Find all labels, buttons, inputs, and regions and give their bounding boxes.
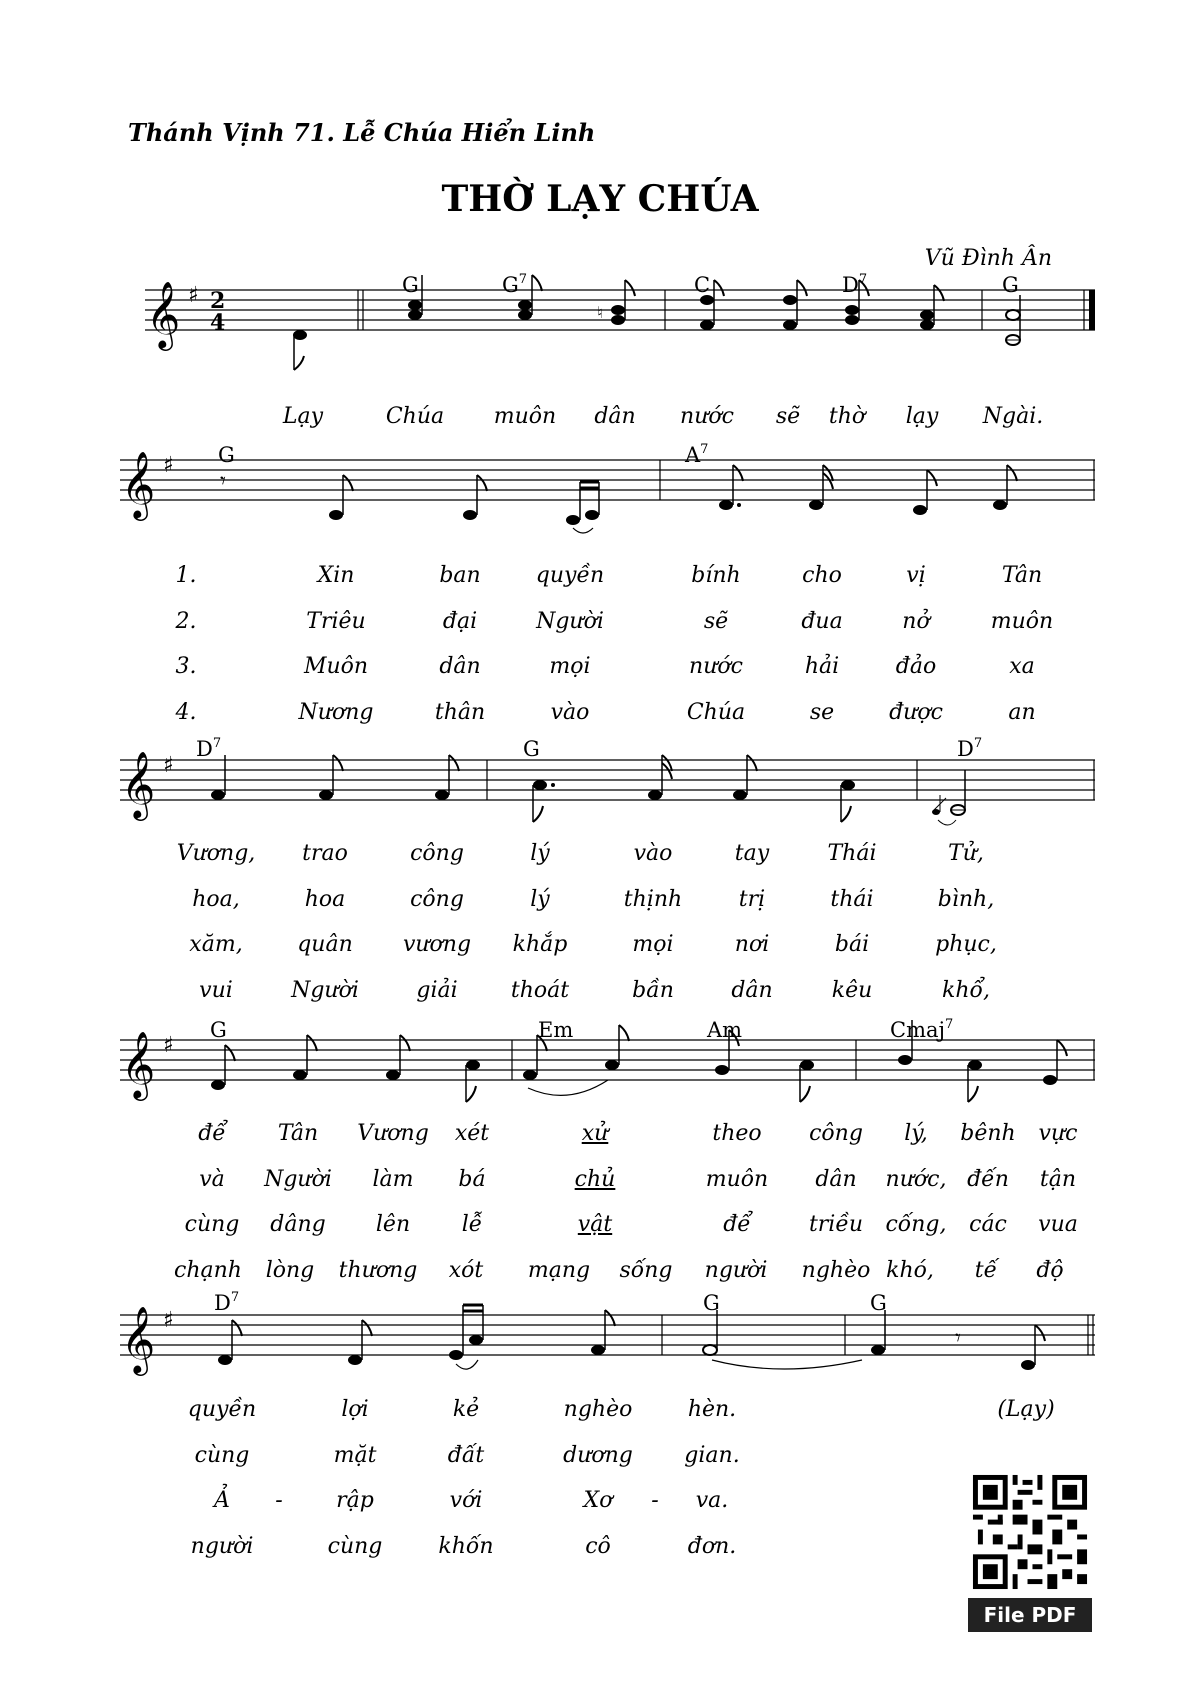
- lyric-syllable: vực: [1038, 1121, 1078, 1146]
- lyric-syllable: cống,: [885, 1212, 947, 1237]
- lyric-syllable: khốn: [438, 1534, 494, 1559]
- lyric-syllable: Vương: [357, 1121, 429, 1146]
- note: [463, 475, 487, 520]
- chord-symbol: $D^7$: [196, 736, 222, 761]
- lyric-syllable: gian.: [684, 1443, 740, 1468]
- note: [913, 470, 937, 515]
- eighth-rest-icon: 𝄾: [220, 469, 226, 494]
- note: [293, 1035, 317, 1080]
- chord-symbol: G: [870, 1291, 887, 1315]
- chord-symbol: G: [523, 737, 540, 761]
- lyric-syllable: khắp: [512, 932, 568, 957]
- lyric-syllable: thái: [830, 887, 874, 912]
- lyric-syllable: độ: [1036, 1258, 1064, 1283]
- treble-clef-icon: 𝄞: [121, 1030, 156, 1098]
- staff-system-1: [0, 270, 1200, 370]
- chord-note: [597, 280, 635, 325]
- lyric-syllable: muôn: [493, 404, 557, 429]
- lyric-syllable: theo: [712, 1121, 762, 1146]
- note: [733, 755, 757, 800]
- lyric-syllable: để: [723, 1212, 751, 1237]
- note: [1043, 1040, 1067, 1085]
- chord-symbol: G: [402, 273, 419, 297]
- note: [800, 1060, 814, 1102]
- lyric-syllable: người: [704, 1258, 768, 1283]
- lyric-syllable: quân: [297, 932, 353, 957]
- note: [319, 755, 343, 800]
- lyric-syllable: rập: [336, 1488, 374, 1513]
- lyric-syllable: bình,: [937, 887, 995, 912]
- note: [218, 1320, 242, 1365]
- lyric-syllable: xa: [1009, 654, 1035, 679]
- lyric-syllable: sẽ: [703, 609, 729, 634]
- qr-file-pdf-label[interactable]: File PDF: [968, 1598, 1092, 1632]
- lyric-syllable: đơn.: [687, 1534, 737, 1559]
- lyric-syllable: hoa: [304, 887, 346, 912]
- lyric-syllable: vua: [1038, 1212, 1078, 1237]
- lyric-syllable: thân: [434, 700, 486, 725]
- sharp-icon: ♯: [163, 1033, 174, 1058]
- lyric-syllable: lạy: [905, 404, 939, 429]
- lyric-syllable: vào: [550, 700, 590, 725]
- staff-system-5: [0, 1290, 1200, 1395]
- note: [293, 330, 307, 370]
- lyric-syllable: dân: [439, 654, 481, 679]
- note: [211, 1045, 235, 1090]
- sharp-icon: ♯: [163, 753, 174, 778]
- lyric-syllable: cùng: [327, 1534, 383, 1559]
- lyric-syllable: Người: [536, 609, 604, 634]
- lyric-syllable: vương: [402, 932, 472, 957]
- lyric-syllable: đua: [801, 609, 843, 634]
- lyric-syllable: làm: [372, 1167, 414, 1192]
- lyric-syllable: cùng: [184, 1212, 240, 1237]
- sharp-icon: ♯: [163, 1308, 174, 1333]
- time-signature-bottom: 4: [210, 310, 226, 336]
- lyric-syllable: lên: [375, 1212, 411, 1237]
- lyric-syllable: nghèo: [801, 1258, 871, 1283]
- lyric-syllable: giải: [416, 978, 458, 1003]
- lyric-syllable: dâng: [270, 1212, 326, 1237]
- lyric-syllable: hoa,: [192, 887, 240, 912]
- lyric-syllable: vào: [633, 841, 673, 866]
- chord-symbol: Em: [538, 1018, 574, 1042]
- lyric-syllable: 2.: [175, 609, 197, 634]
- chord-symbol: $D^7$: [957, 736, 983, 761]
- lyric-syllable: xót: [448, 1258, 484, 1283]
- note: [938, 770, 965, 825]
- lyric-syllable: mạng: [527, 1258, 591, 1283]
- lyric-syllable: và: [199, 1167, 225, 1192]
- lyric-syllable: ban: [439, 563, 481, 588]
- lyric-syllable: để: [198, 1121, 226, 1146]
- lyric-syllable: vui: [199, 978, 233, 1003]
- lyric-syllable: phục,: [935, 932, 997, 957]
- lyric-syllable: dân: [731, 978, 773, 1003]
- note: [348, 1320, 372, 1365]
- lyric-syllable: kêu: [831, 978, 873, 1003]
- chord-symbol: $A^7$: [685, 442, 709, 467]
- lyric-syllable: bính: [691, 563, 741, 588]
- lyric-syllable: chạnh: [174, 1258, 242, 1283]
- lyric-syllable: với: [449, 1488, 483, 1513]
- lyric-syllable: lý: [530, 841, 550, 866]
- treble-clef-icon: 𝄞: [121, 450, 156, 518]
- lyric-syllable: đến: [967, 1167, 1009, 1192]
- chord-symbol: G: [218, 443, 235, 467]
- note: [871, 1310, 885, 1355]
- chord-symbol: $D^7$: [214, 1290, 240, 1315]
- time-signature-top: 2: [210, 288, 226, 314]
- lyric-syllable: thịnh: [623, 887, 683, 912]
- lyric-syllable: lợi: [341, 1397, 369, 1422]
- lyric-syllable: đất: [447, 1443, 485, 1468]
- note: [523, 1035, 608, 1095]
- note: [533, 780, 555, 822]
- lyric-syllable: hèn.: [687, 1397, 737, 1422]
- note: [648, 755, 672, 800]
- lyric-syllable: dương: [563, 1443, 633, 1468]
- lyric-syllable: -: [651, 1488, 659, 1513]
- lyric-syllable: Chúa: [385, 404, 445, 429]
- lyric-syllable: bênh: [960, 1121, 1016, 1146]
- lyric-syllable: Xơ: [583, 1488, 613, 1513]
- lyric-syllable: va.: [695, 1488, 729, 1513]
- lyric-syllable: Vương,: [176, 841, 256, 866]
- svg-text:♮: ♮: [597, 303, 603, 322]
- note: [993, 465, 1017, 510]
- lyric-syllable: chủ: [574, 1167, 616, 1192]
- lyric-syllable: Thái: [827, 841, 877, 866]
- eighth-rest-icon: 𝄾: [955, 1326, 961, 1351]
- lyric-syllable: (Lạy): [997, 1397, 1055, 1422]
- lyric-syllable: sẽ: [775, 404, 801, 429]
- lyric-syllable: thoát: [510, 978, 570, 1003]
- lyric-syllable: mọi: [632, 932, 674, 957]
- lyric-syllable: cô: [585, 1534, 611, 1559]
- lyric-syllable: muôn: [990, 609, 1054, 634]
- chord-symbol: $G^7$: [502, 272, 528, 297]
- lyric-syllable: vị: [906, 563, 926, 588]
- lyric-syllable: khổ,: [942, 978, 990, 1003]
- note: [591, 1310, 615, 1355]
- chord-symbol: Cmaj$^7$: [890, 1017, 954, 1042]
- lyric-syllable: 1.: [175, 563, 197, 588]
- staff-system-2: [0, 440, 1200, 540]
- treble-clef-icon: 𝄞: [121, 1305, 156, 1373]
- lyric-syllable: Lạy: [282, 404, 324, 429]
- lyric-syllable: cùng: [194, 1443, 250, 1468]
- lyric-syllable: được: [889, 700, 943, 725]
- sharp-icon: ♯: [188, 283, 199, 308]
- lyric-syllable: Người: [291, 978, 359, 1003]
- lyric-syllable: bái: [834, 932, 870, 957]
- lyric-syllable: đại: [442, 609, 478, 634]
- lyric-syllable: lý: [530, 887, 550, 912]
- lyric-syllable: nở: [902, 609, 930, 634]
- note: [605, 1025, 629, 1070]
- note: [841, 780, 855, 822]
- lyric-syllable: các: [969, 1212, 1007, 1237]
- lyric-syllable: lòng: [265, 1258, 315, 1283]
- staff-system-4: [0, 1017, 1200, 1120]
- lyric-syllable: mặt: [333, 1443, 377, 1468]
- lyric-syllable: bần: [632, 978, 674, 1003]
- lyric-syllable: Tân: [277, 1121, 319, 1146]
- lyric-syllable: hải: [804, 654, 840, 679]
- lyric-syllable: nơi: [734, 932, 770, 957]
- composer-name: Vũ Đình Ân: [924, 246, 1052, 271]
- lyric-syllable: -: [275, 1488, 283, 1513]
- lyric-syllable: tế: [974, 1258, 998, 1283]
- treble-clef-icon: 𝄞: [121, 750, 156, 818]
- note: [809, 465, 833, 510]
- lyric-syllable: nước: [680, 404, 734, 429]
- lyric-syllable: thương: [338, 1258, 418, 1283]
- lyric-syllable: trao: [302, 841, 348, 866]
- chord-note: [920, 285, 944, 330]
- lyric-syllable: công: [410, 841, 464, 866]
- lyric-syllable: trị: [738, 887, 766, 912]
- lyric-syllable: muôn: [705, 1167, 769, 1192]
- lyric-syllable: xét: [454, 1121, 490, 1146]
- chord-symbol: G: [703, 1291, 720, 1315]
- lyric-syllable: công: [410, 887, 464, 912]
- lyric-syllable: dân: [815, 1167, 857, 1192]
- chord-note: [783, 280, 807, 330]
- lyric-syllable: sống: [619, 1258, 673, 1283]
- note: [968, 1060, 982, 1102]
- qr-code-icon: [968, 1470, 1092, 1594]
- lyric-syllable: quyền: [535, 563, 605, 588]
- note: [211, 755, 225, 800]
- lyric-syllable: 4.: [175, 700, 197, 725]
- note: [719, 465, 743, 510]
- lyric-syllable: triều: [808, 1212, 864, 1237]
- lyric-syllable: Chúa: [686, 700, 746, 725]
- lyric-syllable: công: [809, 1121, 863, 1146]
- lyric-syllable: lễ: [461, 1212, 483, 1237]
- lyric-syllable: Ả: [214, 1488, 230, 1513]
- lyric-syllable: kẻ: [452, 1397, 480, 1422]
- lyric-syllable: bá: [458, 1167, 486, 1192]
- chord-symbol: Am: [707, 1018, 743, 1042]
- staff-system-3: [0, 736, 1200, 840]
- lyric-syllable: se: [809, 700, 835, 725]
- lyric-syllable: khó,: [886, 1258, 934, 1283]
- lyric-syllable: Xin: [317, 563, 355, 588]
- lyric-syllable: dân: [594, 404, 636, 429]
- lyric-syllable: nước,: [885, 1167, 947, 1192]
- song-title: THỜ LẠY CHÚA: [441, 178, 759, 220]
- lyric-syllable: Muôn: [303, 654, 369, 679]
- lyric-syllable: xử: [581, 1121, 609, 1146]
- lyric-syllable: an: [1008, 700, 1036, 725]
- note: [435, 755, 459, 800]
- lyric-syllable: 3.: [175, 654, 197, 679]
- lyric-syllable: Tử,: [948, 841, 984, 866]
- lyric-syllable: đảo: [895, 654, 937, 679]
- lyric-syllable: xăm,: [189, 932, 243, 957]
- lyric-syllable: Người: [264, 1167, 332, 1192]
- lyric-syllable: tận: [1039, 1167, 1077, 1192]
- lyric-syllable: quyền: [187, 1397, 257, 1422]
- chord-symbol: G: [210, 1018, 227, 1042]
- chord-symbol: C: [694, 273, 711, 297]
- lyric-syllable: Triêu: [306, 609, 366, 634]
- sharp-icon: ♯: [163, 453, 174, 478]
- chord-symbol: G: [1002, 273, 1019, 297]
- lyric-syllable: nghèo: [563, 1397, 633, 1422]
- chord-symbol: $D^7$: [842, 272, 868, 297]
- note: [466, 1060, 480, 1102]
- lyric-syllable: thờ: [828, 404, 866, 429]
- lyric-syllable: mọi: [549, 654, 591, 679]
- note: [703, 1310, 862, 1369]
- lyric-syllable: vật: [577, 1212, 613, 1237]
- lyric-syllable: Ngài.: [982, 404, 1044, 429]
- grace-note: [932, 795, 946, 815]
- note: [386, 1035, 410, 1080]
- lyric-syllable: người: [190, 1534, 254, 1559]
- treble-clef-icon: 𝄞: [146, 280, 181, 348]
- psalm-subtitle: Thánh Vịnh 71. Lễ Chúa Hiển Linh: [128, 118, 596, 147]
- note: [329, 475, 353, 520]
- lyric-syllable: Nương: [298, 700, 374, 725]
- note: [1021, 1325, 1045, 1370]
- lyric-syllable: tay: [734, 841, 770, 866]
- lyric-syllable: Tân: [1001, 563, 1043, 588]
- lyric-syllable: cho: [802, 563, 842, 588]
- lyric-syllable: nước: [689, 654, 743, 679]
- lyric-syllable: lý,: [904, 1121, 928, 1146]
